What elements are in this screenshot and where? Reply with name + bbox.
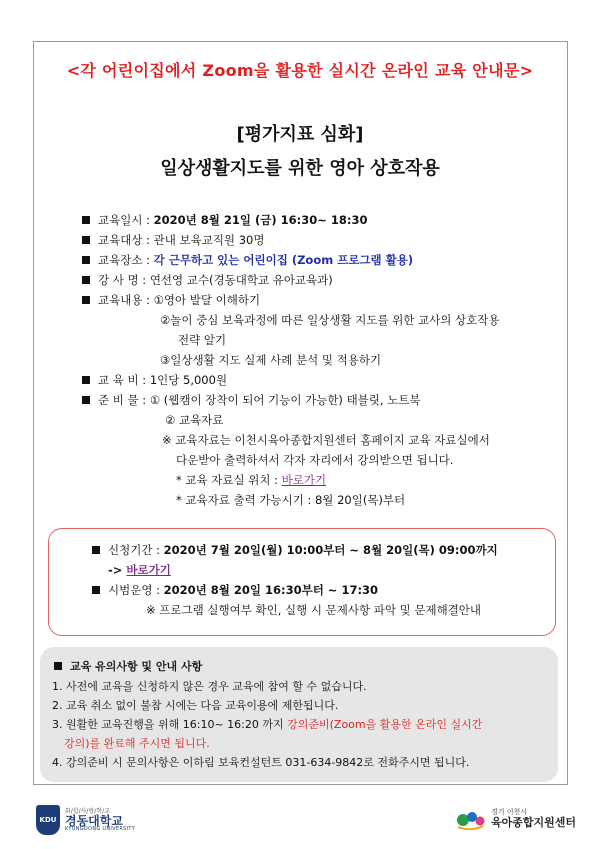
notice-item-3	[52, 715, 546, 734]
notice-item-2: 2. 교육 취소 없이 불참 시에는 다음 교육이용에 제한됩니다.	[52, 699, 339, 712]
square-bullet-icon	[82, 216, 90, 224]
notice-heading-row	[52, 657, 546, 677]
notice-item-3-text: 3. 원활한 교육진행을 위해 16:10~ 16:20 까지	[52, 718, 288, 731]
materials-label: 준 비 물 :	[98, 393, 150, 407]
university-logo	[36, 805, 135, 835]
materials-sub-2: * 교육자료 출력 가능시기 : 8월 20일(목)부터	[176, 493, 406, 507]
page-title: 일상생활지도를 위한 영아 상호작용	[160, 158, 440, 179]
square-bullet-icon	[82, 276, 90, 284]
square-bullet-icon	[82, 256, 90, 264]
square-bullet-icon	[82, 376, 90, 384]
square-bullet-icon	[82, 396, 90, 404]
date-row	[78, 210, 558, 230]
trial-label: 시범운영 :	[108, 583, 164, 597]
notice-item-3-cont: 강의)를 완료해 주시면 됩니다.	[64, 737, 210, 750]
university-crest-icon: KDU	[36, 805, 60, 835]
materials-note-2: 다운받아 출력하셔서 각자 자리에서 강의받으면 됩니다.	[176, 453, 454, 467]
content-line-2: ②놀이 중심 보육과정에 따른 일상생활 지도를 위한 교사의 상호작용	[160, 313, 500, 327]
content-label: 교육내용 :	[98, 293, 154, 307]
registration-section	[88, 540, 548, 620]
registration-link-row	[88, 560, 548, 580]
place-value: 각 근무하고 있는 어린이집 (Zoom 프로그램 활용)	[153, 253, 414, 267]
date-value: 2020년 8월 21일 (금) 16:30~ 18:30	[153, 213, 368, 227]
headline: <각 어린이집에서 Zoom을 활용한 실시간 온라인 교육 안내문>	[66, 61, 534, 80]
registration-row	[88, 540, 548, 560]
fee-value: 1인당 5,000원	[149, 373, 228, 387]
registration-label: 신청기간 :	[108, 543, 164, 557]
instructor-row	[78, 270, 558, 290]
content-line-2b: 전략 알기	[178, 333, 227, 347]
instructor-label: 강 사 명 :	[98, 273, 150, 287]
materials-note-1: ※ 교육자료는 이천시육아종합지원센터 홈페이지 교육 자료실에서	[162, 433, 490, 447]
place-row	[78, 250, 558, 270]
trial-note: ※ 프로그램 실행여부 확인, 실행 시 문제사항 파악 및 문제해결안내	[146, 603, 482, 617]
place-label: 교육장소 :	[98, 253, 154, 267]
date-label: 교육일시 :	[98, 213, 154, 227]
square-bullet-icon	[54, 662, 62, 670]
target-value: 관내 보육교직원 30명	[153, 233, 265, 247]
square-bullet-icon	[82, 236, 90, 244]
university-name: 경동대학교	[65, 813, 123, 828]
content-line-1: ①영아 발달 이해하기	[153, 293, 261, 307]
instructor-value: 연선영 교수(경동대학교 유아교육과)	[149, 273, 333, 287]
materials-sub-1	[78, 470, 558, 490]
university-english-name: KYUNGDONG UNIVERSITY	[65, 825, 136, 832]
materials-sub-1-text: * 교육 자료실 위치 :	[176, 473, 282, 487]
target-row	[78, 230, 558, 250]
education-details	[78, 210, 558, 510]
center-logo	[455, 808, 576, 830]
arrow-icon: ->	[108, 563, 127, 577]
square-bullet-icon	[82, 296, 90, 304]
square-bullet-icon	[92, 546, 100, 554]
trial-row	[88, 580, 548, 600]
content-line-3: ③일상생활 지도 실제 사례 분석 및 적용하기	[160, 353, 382, 367]
center-region: 경기 이천시	[491, 808, 528, 817]
notice-item-4: 4. 강의준비 시 문의사항은 이하림 보육컨설턴트 031-634-9842로 전화주시면 됩니다.	[52, 756, 470, 769]
materials-row	[78, 390, 558, 410]
center-logo-icon	[455, 808, 485, 830]
trial-value: 2020년 8월 20일 16:30부터 ~ 17:30	[163, 583, 379, 597]
title-category: [평가지표 심화]	[236, 124, 364, 145]
target-label: 교육대상 :	[98, 233, 154, 247]
content-row	[78, 290, 558, 310]
registration-value: 2020년 7월 20일(월) 10:00부터 ~ 8월 20일(목) 09:00까지	[163, 543, 498, 557]
materials-line-1: ① (웹캠이 장착이 되어 기능이 가능한) 태블릿, 노트북	[149, 393, 421, 407]
fee-label: 교 육 비 :	[98, 373, 150, 387]
notice-box	[40, 647, 558, 782]
notice-heading: 교육 유의사항 및 안내 사항	[70, 660, 203, 673]
fee-row	[78, 370, 558, 390]
materials-line-2: ② 교육자료	[165, 413, 224, 427]
center-name: 육아종합지원센터	[491, 815, 577, 829]
notice-item-3-highlight: 강의준비(Zoom을 활용한 온라인 실시간	[287, 718, 483, 731]
square-bullet-icon	[92, 586, 100, 594]
notice-item-1: 1. 사전에 교육을 신청하지 않은 경우 교육에 참여 할 수 없습니다.	[52, 680, 367, 693]
materials-download-link[interactable]: 바로가기	[281, 473, 327, 487]
university-motto: 화/합/사/랑/학/교	[65, 807, 110, 815]
registration-link[interactable]: 바로가기	[126, 563, 171, 577]
